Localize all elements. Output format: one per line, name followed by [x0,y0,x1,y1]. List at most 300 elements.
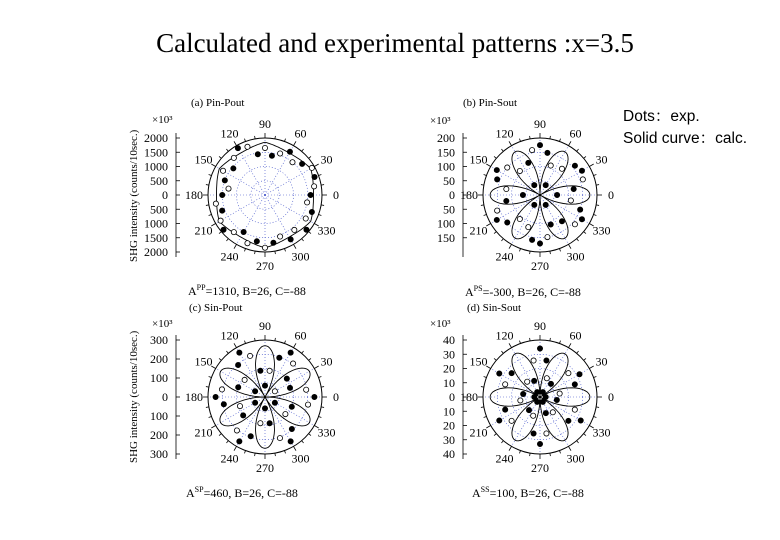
exp-point [305,402,310,407]
panel-label: (d) Sin-Sout [467,302,522,314]
radial-tick-label: 2000 [144,245,168,259]
exp-point [288,350,293,355]
radial-tick-label: 500 [150,173,168,188]
angle-label-240: 240 [220,451,239,466]
angle-tick [494,232,496,234]
exp-point [504,186,509,191]
angle-tick [559,451,560,454]
radial-tick-label: 300 [150,447,168,461]
exp-point [277,355,282,360]
radial-tick-label: 30 [443,347,455,362]
exp-point [253,389,258,394]
exp-point [566,418,571,423]
angle-tick [594,376,597,377]
angle-tick [481,387,484,388]
angle-tick [509,141,512,145]
angle-tick [275,453,276,456]
angle-tick [501,351,503,353]
angle-label-330: 330 [592,223,611,238]
angle-label-0: 0 [333,390,339,404]
exp-point [272,400,277,405]
angle-tick [294,141,297,145]
legend-curve: Solid curve：calc. [623,130,748,147]
angle-tick [584,434,586,436]
exp-point [559,219,564,224]
exp-point [231,166,236,171]
angle-tick [209,214,212,215]
exp-point [253,400,258,405]
radial-tick-label: 100 [437,159,455,174]
angle-tick [275,251,276,254]
radial-tick-label: 100 [150,409,168,423]
angle-tick [577,441,579,443]
exp-point [531,413,536,418]
legend-dots: Dots：exp. [623,108,700,125]
exp-point [578,418,583,423]
angle-tick [559,249,560,252]
angle-tick [284,341,285,344]
angle-label-0: 0 [608,188,614,202]
angle-tick [559,139,560,142]
angle-tick [319,376,322,377]
panel-label: (a) Pin-Pout [191,97,245,109]
angle-label-210: 210 [469,223,488,238]
angle-label-150: 150 [194,354,213,369]
angle-tick [255,251,256,254]
exp-point [267,421,272,426]
exp-point [312,174,317,179]
angle-label-210: 210 [469,425,488,440]
exp-point [537,346,542,351]
exp-point [237,439,242,444]
angle-label-120: 120 [220,328,239,343]
angle-tick [519,249,520,252]
angle-tick [484,174,487,175]
exp-point [509,418,514,423]
exp-point [304,387,309,392]
radial-tick-label: 100 [437,216,455,231]
angle-tick [577,239,579,241]
angle-tick [284,249,285,252]
exp-point [236,385,241,390]
angle-label-300: 300 [566,451,585,466]
exp-point [503,382,508,387]
exp-point [262,383,267,388]
angle-tick [509,244,512,248]
angle-tick [569,343,572,347]
exp-point [497,371,502,376]
angle-label-300: 300 [566,249,585,264]
angle-tick [319,174,322,175]
angle-tick [501,441,503,443]
exp-point [531,431,536,436]
exp-point [517,216,522,221]
angle-tick [309,232,311,234]
panel-label: (c) Sin-Pout [189,302,243,314]
radial-tick-label: 500 [150,202,168,217]
angle-tick [321,185,324,186]
angle-tick [234,244,237,248]
exp-point [283,411,288,416]
angle-tick [206,205,209,206]
angle-tick [319,416,322,417]
exp-point [213,201,218,206]
exp-point [288,439,293,444]
exp-point [309,209,314,214]
angle-tick [519,139,520,142]
angle-label-210: 210 [194,425,213,440]
exp-point [532,183,537,188]
multiplier-label: ×10³ [430,115,451,127]
exp-point [278,234,283,239]
exp-point [292,227,297,232]
grid-spoke [265,167,314,196]
exp-point [543,202,548,207]
angle-tick [314,164,318,167]
polar-panel-3 [150,302,339,500]
exp-point [241,229,246,234]
angle-label-60: 60 [294,328,307,343]
radial-tick-label: 10 [443,375,455,390]
angle-label-270: 270 [256,259,274,273]
exp-point [258,421,263,426]
radial-tick-label: 200 [150,428,168,442]
exp-point [312,184,317,189]
exp-point [221,402,226,407]
angle-tick [484,376,487,377]
angle-tick [530,338,531,341]
exp-point [509,371,514,376]
page-title: Calculated and experimental patterns :x=3.5 [156,28,634,58]
exp-point [495,177,500,182]
angle-label-270: 270 [531,461,549,475]
angle-label-30: 30 [320,152,333,167]
multiplier-label: ×10³ [152,114,173,126]
angle-tick [509,446,512,450]
angle-tick [302,351,304,353]
angle-tick [484,214,487,215]
exp-point [303,216,308,221]
angle-tick [559,341,560,344]
radial-tick-label: 0 [162,188,168,202]
radial-tick-label: 300 [150,333,168,347]
angle-tick [501,239,503,241]
angle-tick [519,341,520,344]
angle-tick [594,416,597,417]
exp-point [305,200,310,205]
radial-tick-label: 1000 [144,159,168,174]
exp-point [495,208,500,213]
polar-panel-4 [430,302,614,500]
exp-point [222,178,227,183]
angle-tick [219,156,221,158]
angle-tick [244,139,245,142]
exp-point [271,240,276,245]
angle-tick [509,343,512,347]
angle-tick [209,376,212,377]
angle-tick [569,446,572,450]
params-label: $A^{PP}=1310$, B=26, C=-88 [188,283,306,298]
angle-tick [569,244,572,248]
radial-tick-label: 20 [443,361,455,376]
exp-point [545,150,550,155]
angle-tick [481,407,484,408]
exp-point [525,379,530,384]
angle-tick [577,149,579,151]
exp-point [526,407,531,412]
angle-label-240: 240 [495,451,514,466]
radial-tick-label: 50 [443,173,455,188]
angle-tick [302,239,304,241]
exp-point [559,166,564,171]
angle-tick [584,358,586,360]
angle-label-60: 60 [569,328,582,343]
radial-tick-label: 150 [437,145,455,160]
exp-point [497,418,502,423]
exp-point [532,202,537,207]
exp-point [267,368,272,373]
exp-point [284,376,289,381]
exp-point [312,394,317,399]
angle-label-30: 30 [595,354,608,369]
angle-tick [209,174,212,175]
exp-point [245,144,250,149]
exp-point [537,143,542,148]
radial-tick-label: 40 [443,333,455,347]
angle-tick [584,156,586,158]
angle-tick [519,451,520,454]
exp-point [517,168,522,173]
angle-tick [594,214,597,215]
angle-label-60: 60 [569,126,582,141]
exp-point [544,358,549,363]
angle-tick [596,407,599,408]
radial-tick-label: 2000 [144,131,168,145]
angle-label-90: 90 [534,319,546,333]
exp-point [289,404,294,409]
exp-point [532,394,537,399]
angle-tick [494,434,496,436]
angle-tick [206,387,209,388]
exp-point [566,371,571,376]
angle-tick [589,164,593,167]
exp-point [571,186,576,191]
angle-tick [584,232,586,234]
exp-point [308,192,313,197]
radial-tick-label: 10 [443,404,455,419]
y-axis-label-bottom: SHG intensity (counts/10sec.) [128,330,140,463]
exp-point [226,186,231,191]
exp-point [572,382,577,387]
exp-point [235,146,240,151]
angle-tick [550,251,551,254]
angle-label-30: 30 [595,152,608,167]
exp-point [272,389,277,394]
angle-label-120: 120 [220,126,239,141]
exp-point [540,399,545,404]
angle-tick [226,149,228,151]
angle-tick [550,338,551,341]
exp-point [504,198,509,203]
exp-point [262,245,267,250]
angle-label-0: 0 [608,390,614,404]
exp-point [262,406,267,411]
radial-tick-label: 1500 [144,230,168,245]
angle-label-300: 300 [291,451,310,466]
exp-point [543,410,548,415]
exp-point [532,378,537,383]
angle-label-330: 330 [317,425,336,440]
radial-tick-label: 20 [443,418,455,433]
angle-label-150: 150 [469,354,488,369]
exp-point [494,167,499,172]
angle-tick [319,214,322,215]
radial-tick-label: 1000 [144,216,168,231]
radial-tick-label: 50 [443,202,455,217]
exp-point [288,237,293,242]
angle-tick [226,351,228,353]
radial-tick-label: 0 [162,390,168,404]
exp-point [535,399,540,404]
params-label: $A^{SS}=100$, B=26, C=-88 [472,485,584,500]
angle-label-270: 270 [531,259,549,273]
exp-point [287,149,292,154]
angle-tick [321,407,324,408]
angle-tick [481,205,484,206]
angle-tick [234,343,237,347]
exp-point [231,155,236,160]
angle-tick [594,174,597,175]
exp-point [287,385,292,390]
radial-tick-label: 0 [449,390,455,404]
exp-point [254,239,259,244]
exp-point [540,389,545,394]
exp-point [258,368,263,373]
angle-tick [302,149,304,151]
exp-point [242,377,247,382]
angle-tick [589,366,593,369]
exp-point [213,394,218,399]
angle-tick [255,136,256,139]
angle-tick [219,434,221,436]
exp-point [544,431,549,436]
exp-point [505,220,510,225]
exp-point [537,241,542,246]
exp-point [220,192,225,197]
exp-point [290,361,295,366]
exp-point [269,153,274,158]
radial-tick-label: 100 [150,371,168,385]
radial-tick-label: 1500 [144,145,168,160]
angle-label-240: 240 [220,249,239,264]
angle-label-300: 300 [291,249,310,264]
angle-tick [244,341,245,344]
params-label: $A^{SP}=460$, B=26, C=-88 [186,485,298,500]
angle-label-90: 90 [534,117,546,131]
exp-point [520,192,525,197]
angle-tick [530,453,531,456]
exp-point [548,381,553,386]
angle-tick [596,185,599,186]
angle-tick [309,434,311,436]
angle-tick [596,205,599,206]
angle-tick [494,358,496,360]
angle-tick [294,343,297,347]
angle-tick [530,251,531,254]
radial-tick-label: 30 [443,432,455,447]
exp-point [572,222,577,227]
exp-point [221,227,226,232]
radial-tick-label: 150 [437,230,455,245]
angle-label-0: 0 [333,188,339,202]
angle-label-180: 180 [185,188,203,202]
exp-point [304,227,309,232]
angle-tick [501,149,503,151]
exp-point [262,145,267,150]
angle-label-180: 180 [460,188,478,202]
exp-point [236,362,241,367]
exp-point [531,358,536,363]
angle-tick [244,451,245,454]
angle-tick [302,441,304,443]
exp-point [568,198,573,203]
angle-label-330: 330 [317,223,336,238]
angle-tick [209,416,212,417]
angle-tick [275,136,276,139]
angle-label-90: 90 [259,117,271,131]
angle-label-150: 150 [469,152,488,167]
exp-point [555,192,560,197]
angle-tick [577,351,579,353]
exp-point [529,237,534,242]
angle-tick [219,358,221,360]
radial-tick-label: 40 [443,447,455,461]
polar-panel-2 [144,97,339,298]
exp-point [277,435,282,440]
angle-tick [275,338,276,341]
angle-tick [206,407,209,408]
exp-point [289,426,294,431]
angle-tick [255,453,256,456]
exp-point [278,151,283,156]
exp-point [543,394,548,399]
exp-point [505,165,510,170]
exp-point [237,403,242,408]
exp-point [572,163,577,168]
exp-point [218,218,223,223]
params-label: $A^{PS}=-300$, B=26, C=-88 [465,284,581,299]
exp-point [241,413,246,418]
panel-label: (b) Pin-Sout [463,97,518,109]
exp-point [537,441,542,446]
exp-point [231,230,236,235]
exp-point [526,225,531,230]
exp-point [247,353,252,358]
angle-label-210: 210 [194,223,213,238]
angle-tick [234,446,237,450]
angle-label-90: 90 [259,319,271,333]
exp-point [255,152,260,157]
angle-tick [206,185,209,186]
angle-tick [255,338,256,341]
angle-tick [284,139,285,142]
multiplier-label: ×10³ [430,318,451,330]
exp-point [550,410,555,415]
polar-panel-1 [430,97,614,299]
angle-label-120: 120 [495,126,514,141]
angle-label-150: 150 [194,152,213,167]
exp-point [219,387,224,392]
